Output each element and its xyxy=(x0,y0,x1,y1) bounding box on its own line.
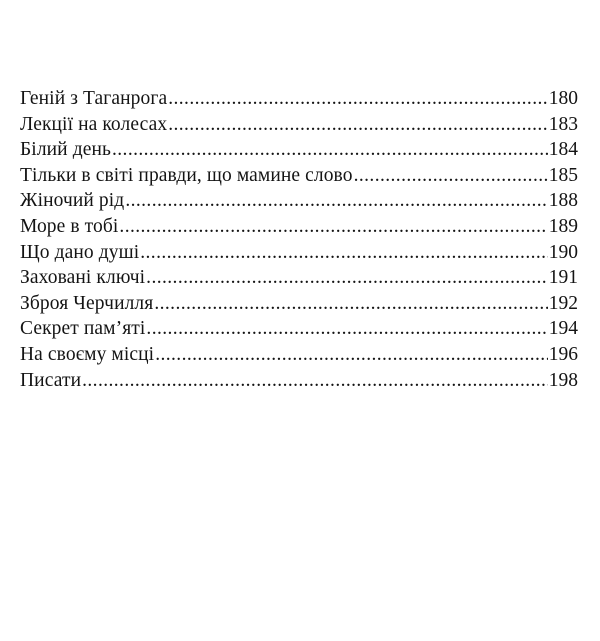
toc-dot-leader xyxy=(119,214,547,240)
toc-dot-leader xyxy=(168,112,548,138)
toc-entry xyxy=(20,368,578,394)
toc-dot-leader xyxy=(154,291,547,317)
toc-entry xyxy=(20,265,578,291)
toc-entry-page: 190 xyxy=(548,241,578,263)
toc-entry-title: Що дано душі xyxy=(20,241,140,263)
toc-dot-leader xyxy=(112,137,548,163)
toc-entry-title: Геній з Таганрога xyxy=(20,88,168,109)
toc-entry-title: Секрет пам’яті xyxy=(20,318,146,340)
toc-dot-leader xyxy=(146,265,548,291)
toc-entry-title: Писати xyxy=(20,369,82,391)
toc-entry-page: 183 xyxy=(548,113,578,135)
toc-entry xyxy=(20,137,578,163)
toc-entry-page: 198 xyxy=(548,369,578,391)
toc-entry-page: 188 xyxy=(548,190,578,212)
toc-dot-leader xyxy=(125,188,547,214)
toc-entry xyxy=(20,188,578,214)
toc-entry-title: Жіночий рід xyxy=(20,190,125,212)
toc-entry xyxy=(20,86,578,112)
toc-entry-title: Тільки в світі правди, що мамине слово xyxy=(20,164,353,186)
toc-entry xyxy=(20,240,578,266)
toc-entry-page: 184 xyxy=(548,139,578,161)
toc-entry-title: Лекції на колесах xyxy=(20,113,168,135)
toc-entry-page: 191 xyxy=(548,267,578,289)
toc-entry-page: 185 xyxy=(548,164,578,186)
toc-entry xyxy=(20,342,578,368)
toc-entry xyxy=(20,163,578,189)
toc-entry-title: На своєму місці xyxy=(20,343,155,365)
toc-entry-title: Білий день xyxy=(20,139,111,161)
toc-entry-title: Море в тобі xyxy=(20,215,119,237)
toc-dot-leader xyxy=(168,86,548,112)
toc-entry xyxy=(20,214,578,240)
table-of-contents xyxy=(20,86,578,393)
toc-entry-page: 196 xyxy=(548,343,578,365)
toc-dot-leader xyxy=(140,240,548,266)
toc-entry-page: 180 xyxy=(548,88,578,109)
toc-dot-leader xyxy=(354,163,548,189)
toc-dot-leader xyxy=(82,368,548,394)
toc-entry-page: 192 xyxy=(548,292,578,314)
toc-entry-title: Заховані ключі xyxy=(20,267,146,289)
toc-entry xyxy=(20,316,578,342)
toc-entry-title: Зброя Черчилля xyxy=(20,292,154,314)
toc-entry-page: 189 xyxy=(548,215,578,237)
toc-entry xyxy=(20,291,578,317)
toc-dot-leader xyxy=(155,342,548,368)
toc-dot-leader xyxy=(146,316,547,342)
toc-entry-page: 194 xyxy=(548,318,578,340)
toc-entry xyxy=(20,112,578,138)
